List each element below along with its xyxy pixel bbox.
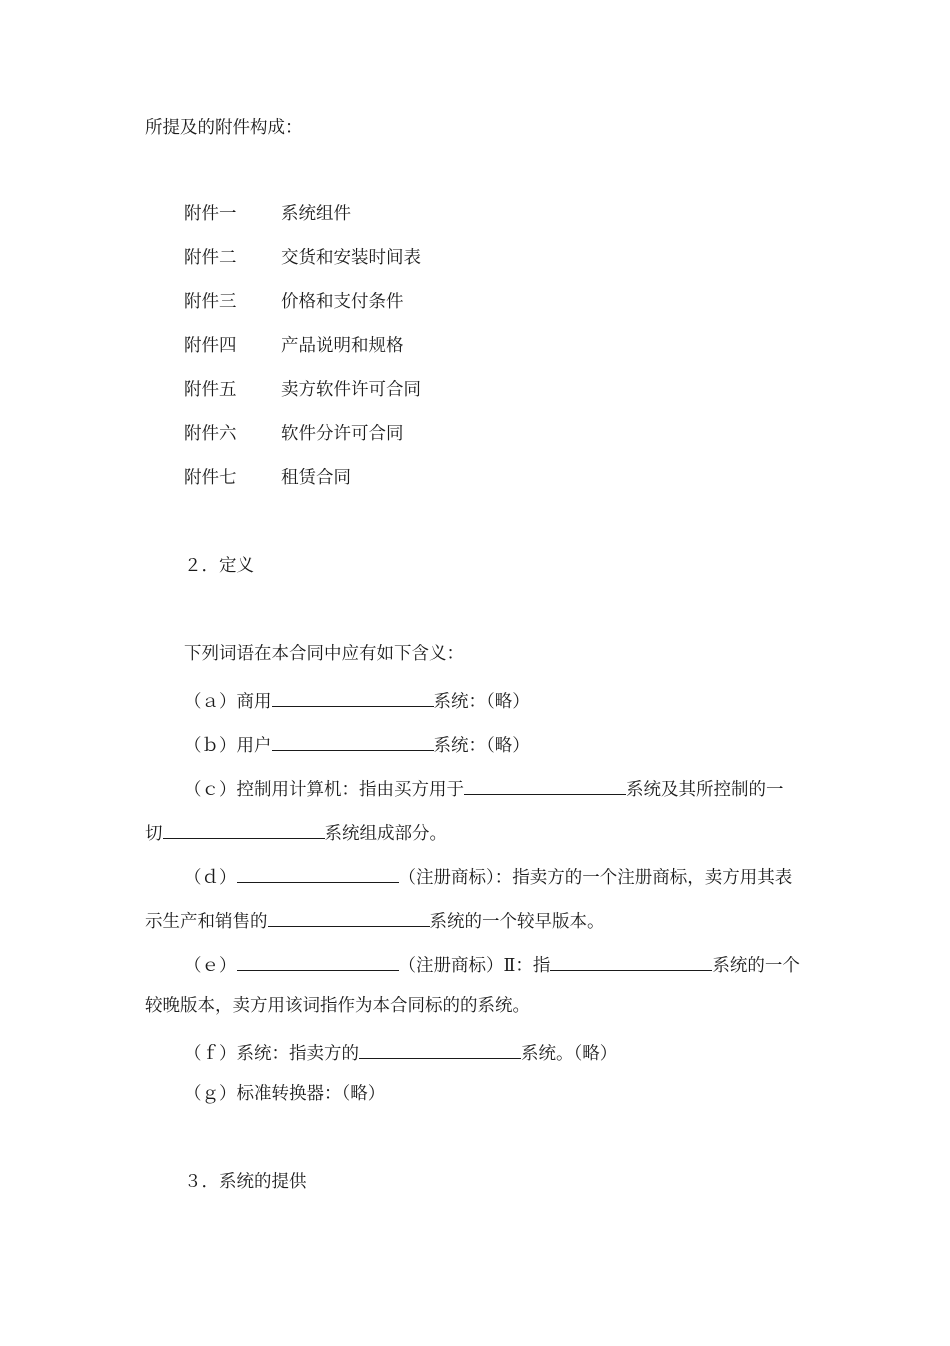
definition-f [184, 1042, 617, 1064]
intro-text: 所提及的附件构成： [145, 118, 303, 138]
annex-desc: 产品说明和规格 [281, 336, 404, 356]
definition-f-suffix: 系统。（略） [521, 1044, 618, 1064]
fill-in-blank [237, 866, 399, 883]
annex-label: 附件五 [184, 380, 237, 400]
definition-d-prefix: （ｄ） [184, 868, 237, 888]
definition-a-prefix: （ａ）商用 [184, 692, 272, 712]
definition-a [184, 690, 530, 712]
definition-b [184, 734, 530, 756]
annex-desc: 租赁合同 [281, 468, 351, 488]
definition-c-suffix: 系统及其所控制的一 [626, 780, 784, 800]
annex-item [184, 206, 351, 228]
fill-in-blank [464, 778, 626, 795]
annex-label: 附件六 [184, 424, 237, 444]
annex-desc: 卖方软件许可合同 [281, 380, 421, 400]
annex-desc: 价格和支付条件 [281, 292, 404, 312]
definition-b-prefix: （ｂ）用户 [184, 736, 272, 756]
annex-item [184, 294, 404, 316]
annex-desc: 交货和安装时间表 [281, 248, 421, 268]
annex-desc: 软件分许可合同 [281, 424, 404, 444]
fill-in-blank [163, 822, 325, 839]
definition-e-continuation: 较晚版本，卖方用该词指作为本合同标的的系统。 [145, 996, 530, 1016]
annex-item [184, 338, 404, 360]
annex-item [184, 382, 421, 404]
section-3-heading: ３．系统的提供 [184, 1172, 307, 1192]
annex-label: 附件二 [184, 248, 237, 268]
definition-e-prefix: （ｅ） [184, 956, 237, 976]
definition-d-continuation [145, 910, 605, 932]
annex-item [184, 426, 404, 448]
definition-c-prefix: （ｃ）控制用计算机：指由买方用于 [184, 780, 464, 800]
definition-d [184, 866, 792, 888]
definition-b-suffix: 系统：（略） [433, 736, 530, 756]
fill-in-blank [272, 734, 434, 751]
definition-c-cont-suffix: 系统组成部分。 [324, 824, 447, 844]
fill-in-blank [268, 910, 430, 927]
definition-e [184, 954, 800, 976]
definition-c [184, 778, 784, 800]
annex-desc: 系统组件 [281, 204, 351, 224]
annex-label: 附件三 [184, 292, 237, 312]
definition-a-suffix: 系统：（略） [433, 692, 530, 712]
definition-g: （ｇ）标准转换器：（略） [184, 1084, 386, 1104]
fill-in-blank [550, 954, 712, 971]
annex-label: 附件七 [184, 468, 237, 488]
definition-e-middle: （注册商标）Ⅱ：指 [398, 956, 551, 976]
definition-d-suffix: （注册商标）：指卖方的一个注册商标，卖方用其表 [398, 868, 793, 888]
annex-item [184, 470, 351, 492]
definitions-lead: 下列词语在本合同中应有如下含义： [184, 644, 464, 664]
annex-item [184, 250, 421, 272]
fill-in-blank [237, 954, 399, 971]
section-2-heading: ２．定义 [184, 556, 254, 576]
definition-d-cont-suffix: 系统的一个较早版本。 [429, 912, 605, 932]
definition-c-continuation [145, 822, 447, 844]
fill-in-blank [359, 1042, 521, 1059]
definition-e-suffix: 系统的一个 [712, 956, 800, 976]
annex-label: 附件四 [184, 336, 237, 356]
definition-c-cont-prefix: 切 [145, 824, 163, 844]
annex-label: 附件一 [184, 204, 237, 224]
definition-f-prefix: （ｆ）系统：指卖方的 [184, 1044, 359, 1064]
fill-in-blank [272, 690, 434, 707]
definition-d-cont-prefix: 示生产和销售的 [145, 912, 268, 932]
